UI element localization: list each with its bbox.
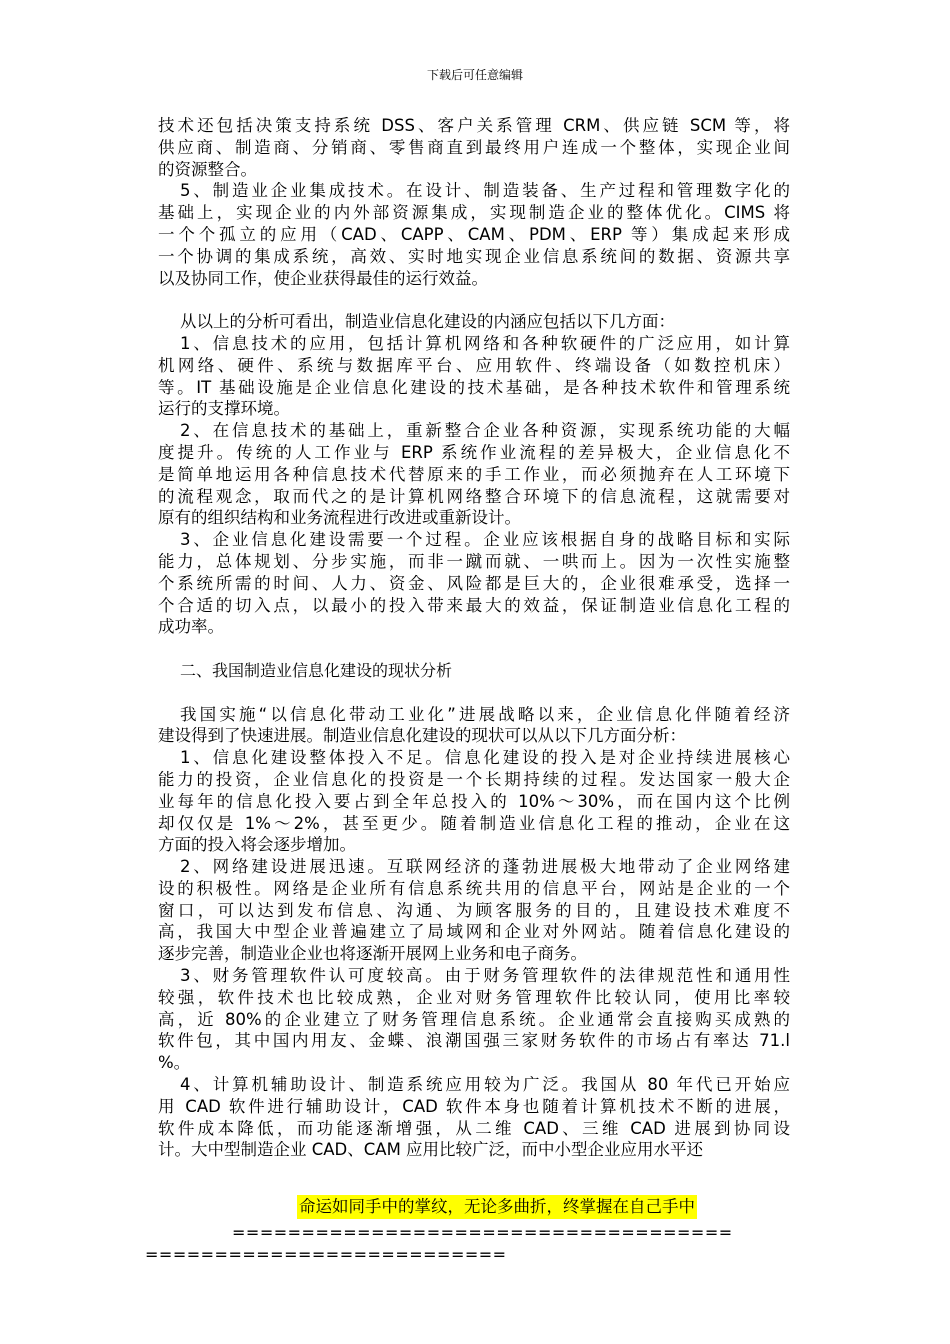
text-line: 能力的投资，企业信息化的投资是一个长期持续的过程。发达国家一般大企	[158, 769, 790, 789]
text-line: 建设得到了快速进展。制造业信息化建设的现状可以从以下几方面分析：	[158, 726, 686, 746]
text-line: 软件成本降低，而功能逐渐增强，从二维 CAD、三维 CAD 进展到协同设	[158, 1118, 790, 1138]
text-line: 逐步完善，制造业企业也将逐渐开展网上业务和电子商务。	[158, 944, 587, 964]
motto-highlight: 命运如同手中的掌纹，无论多曲折，终掌握在自己手中	[297, 1195, 697, 1219]
text-line: 机网络、硬件、系统与数据库平台、应用软件、终端设备（如数控机床）	[158, 355, 790, 375]
text-line: 是简单地运用各种信息技术代替原来的手工作业，而必须抛弃在人工环境下	[158, 464, 790, 484]
paragraph	[158, 965, 790, 1074]
text-line: 个系统所需的时间、人力、资金、风险都是巨大的，企业很难承受，选择一	[158, 573, 790, 593]
text-line: %。	[158, 1053, 191, 1073]
text-line: 成功率。	[158, 617, 224, 637]
text-line: 1、信息技术的应用，包括计算机网络和各种软硬件的广泛应用，如计算	[180, 333, 790, 353]
page-header: 下载后可任意编辑	[426, 68, 523, 82]
paragraph	[158, 856, 790, 965]
text-line: 等。IT 基础设施是企业信息化建设的技术基础，是各种技术软件和管理系统	[158, 377, 790, 397]
text-line: 以及协同工作，使企业获得最佳的运行效益。	[158, 268, 488, 288]
text-line: 个合适的切入点，以最小的投入带来最大的效益，保证制造业信息化工程的	[158, 595, 790, 615]
text-line: 窗口，可以达到发布信息、沟通、为顾客服务的目的，且建设技术难度不	[158, 900, 790, 920]
paragraph	[158, 747, 790, 856]
text-line: 原有的组织结构和业务流程进行改进或重新设计。	[158, 508, 521, 528]
text-line: 5、制造业企业集成技术。在设计、制造装备、生产过程和管理数字化的	[180, 181, 790, 201]
text-line: 2、网络建设进展迅速。互联网经济的蓬勃进展极大地带动了企业网络建	[180, 857, 790, 877]
text-line: 较强，软件技术也比较成熟，企业对财务管理软件比较认同，使用比率较	[158, 987, 790, 1007]
text-line: 4、计算机辅助设计、制造系统应用较为广泛。我国从 80 年代已开始应	[180, 1075, 790, 1095]
text-line: 能力，总体规划、分步实施，而非一蹴而就、一哄而上。因为一次性实施整	[158, 551, 790, 571]
text-line: 一个协调的集成系统，高效、实时地实现企业信息系统间的数据、资源共享	[158, 246, 790, 266]
paragraph	[158, 333, 790, 420]
paragraph	[158, 704, 790, 748]
text-line: 的流程观念，取而代之的是计算机网络整合环境下的信息流程，这就需要对	[158, 486, 790, 506]
paragraph	[158, 311, 790, 333]
text-line: 3、企业信息化建设需要一个过程。企业应该根据自身的战略目标和实际	[180, 530, 790, 550]
text-line: 基础上，实现企业的内外部资源集成，实现制造企业的整体优化。CIMS 将	[158, 203, 790, 223]
text-line: 高，近 80%的企业建立了财务管理信息系统。企业通常会直接购买成熟的	[158, 1009, 790, 1029]
text-line: 从以上的分析可看出，制造业信息化建设的内涵应包括以下几方面：	[180, 312, 675, 332]
paragraph	[158, 180, 790, 289]
paragraph	[158, 529, 790, 638]
text-line: 的资源整合。	[158, 159, 257, 179]
divider-line: ==========================	[145, 1245, 507, 1264]
text-line: 高，我国大中型企业普遍建立了局域网和企业对外网站。随着信息化建设的	[158, 922, 790, 942]
text-line: 运行的支撑环境。	[158, 399, 290, 419]
document-body	[158, 115, 790, 1161]
paragraph	[158, 420, 790, 529]
text-line: 二、我国制造业信息化建设的现状分析	[180, 660, 453, 680]
text-line: 1、信息化建设整体投入不足。信息化建设的投入是对企业持续进展核心	[180, 748, 790, 768]
text-line: 3、财务管理软件认可度较高。由于财务管理软件的法律规范性和通用性	[180, 966, 790, 986]
text-line: 软件包，其中国内用友、金蝶、浪潮国强三家财务软件的市场占有率达 71.l	[158, 1031, 790, 1051]
text-line: 供应商、制造商、分销商、零售商直到最终用户连成一个整体，实现企业间	[158, 137, 790, 157]
text-line: 方面的投入将会逐步增加。	[158, 835, 356, 855]
blank-line	[158, 289, 790, 311]
paragraph	[158, 1074, 790, 1161]
text-line: 却仅仅是 1%～2%，甚至更少。随着制造业信息化工程的推动，企业在这	[158, 813, 790, 833]
divider-line: ====================================	[232, 1223, 733, 1242]
text-line: 业每年的信息化投入要占到全年总投入的 10%～30%，而在国内这个比例	[158, 791, 790, 811]
text-line: 度提升。传统的人工作业与 ERP 系统作业流程的差异极大，企业信息化不	[158, 442, 790, 462]
blank-line	[158, 638, 790, 660]
text-line: 计。大中型制造企业 CAD、CAM 应用比较广泛，而中小型企业应用水平还	[158, 1140, 704, 1160]
text-line: 我国实施“以信息化带动工业化”进展战略以来，企业信息化伴随着经济	[180, 704, 790, 724]
text-line: 2、在信息技术的基础上，重新整合企业各种资源，实现系统功能的大幅	[180, 421, 790, 441]
section-heading	[158, 660, 790, 682]
text-line: 设的积极性。网络是企业所有信息系统共用的信息平台，网站是企业的一个	[158, 878, 790, 898]
text-line: 用 CAD 软件进行辅助设计，CAD 软件本身也随着计算机技术不断的进展，	[158, 1096, 790, 1116]
text-line: 一个个孤立的应用（CAD、CAPP、CAM、PDM、ERP 等）集成起来形成	[158, 224, 790, 244]
text-line: 技术还包括决策支持系统 DSS、客户关系管理 CRM、供应链 SCM 等，将	[158, 116, 790, 135]
paragraph	[158, 115, 790, 180]
blank-line	[158, 682, 790, 704]
